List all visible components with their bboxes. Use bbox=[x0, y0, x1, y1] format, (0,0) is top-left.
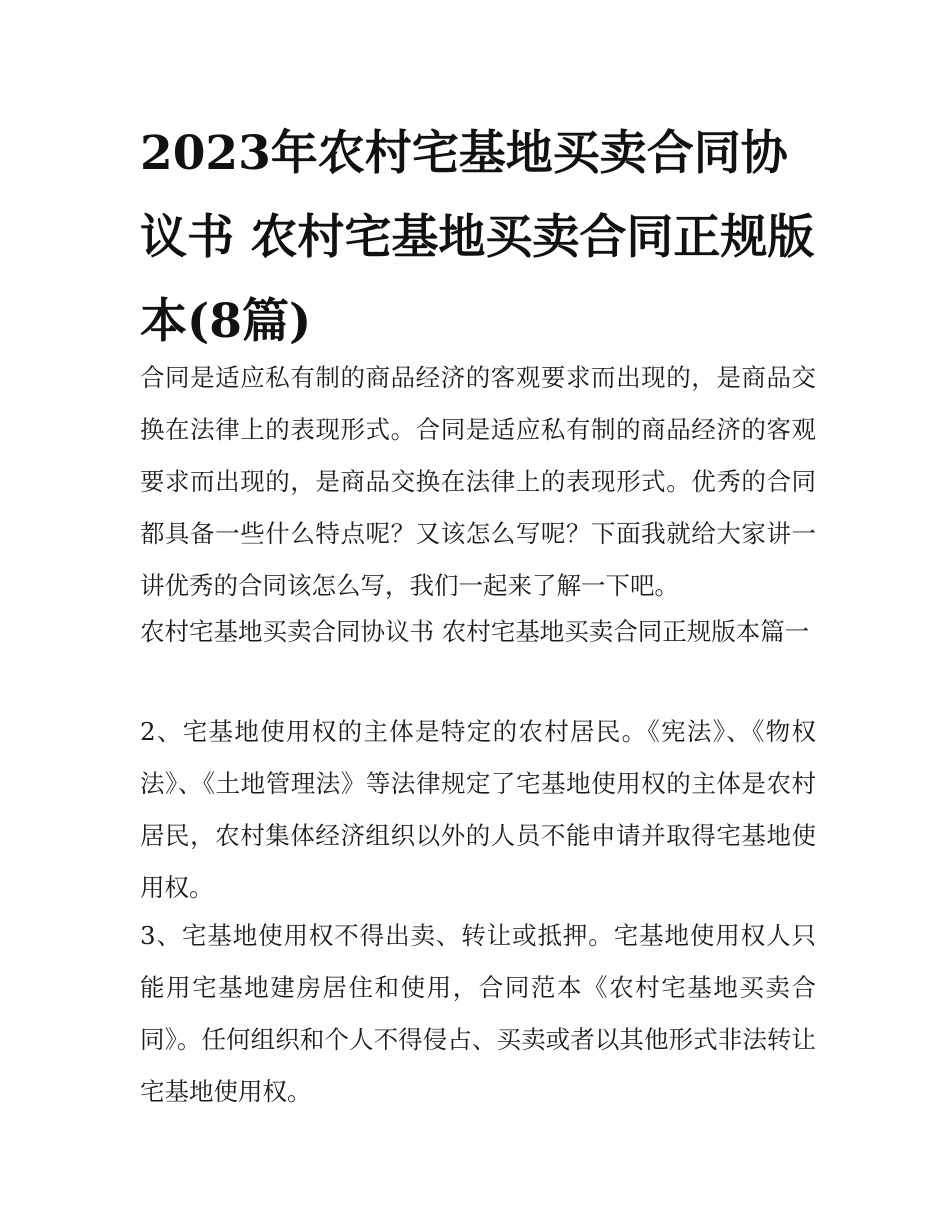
intro-paragraph: 合同是适应私有制的商品经济的客观要求而出现的，是商品交换在法律上的表现形式。合同是适应私有制的商品经济的客观要求而出现的，是商品交换在法律上的表现形式。优秀的合同都具备一些什么特点呢？又该怎么写呢？下面我就给大家讲一讲优秀的合同该怎么写，我们一起来了解一下吧。 bbox=[140, 363, 816, 600]
section-heading: 农村宅基地买卖合同协议书 农村宅基地买卖合同正规版本篇一 bbox=[140, 617, 810, 646]
document-title: 2023年农村宅基地买卖合同协议书 农村宅基地买卖合同正规版本(8篇) bbox=[140, 126, 815, 349]
paragraph-item-2: 2、宅基地使用权的主体是特定的农村居民。《宪法》、《物权法》、《土地管理法》等法律规定了宅基地使用权的主体是农村居民，农村集体经济组织以外的人员不能申请并取得宅基地使用权。 bbox=[140, 717, 816, 902]
paragraph-item-3: 3、宅基地使用权不得出卖、转让或抵押。宅基地使用权人只能用宅基地建房居住和使用，合同范本《农村宅基地买卖合同》。任何组织和个人不得侵占、买卖或者以其他形式非法转让宅基地使用权。 bbox=[140, 921, 816, 1106]
